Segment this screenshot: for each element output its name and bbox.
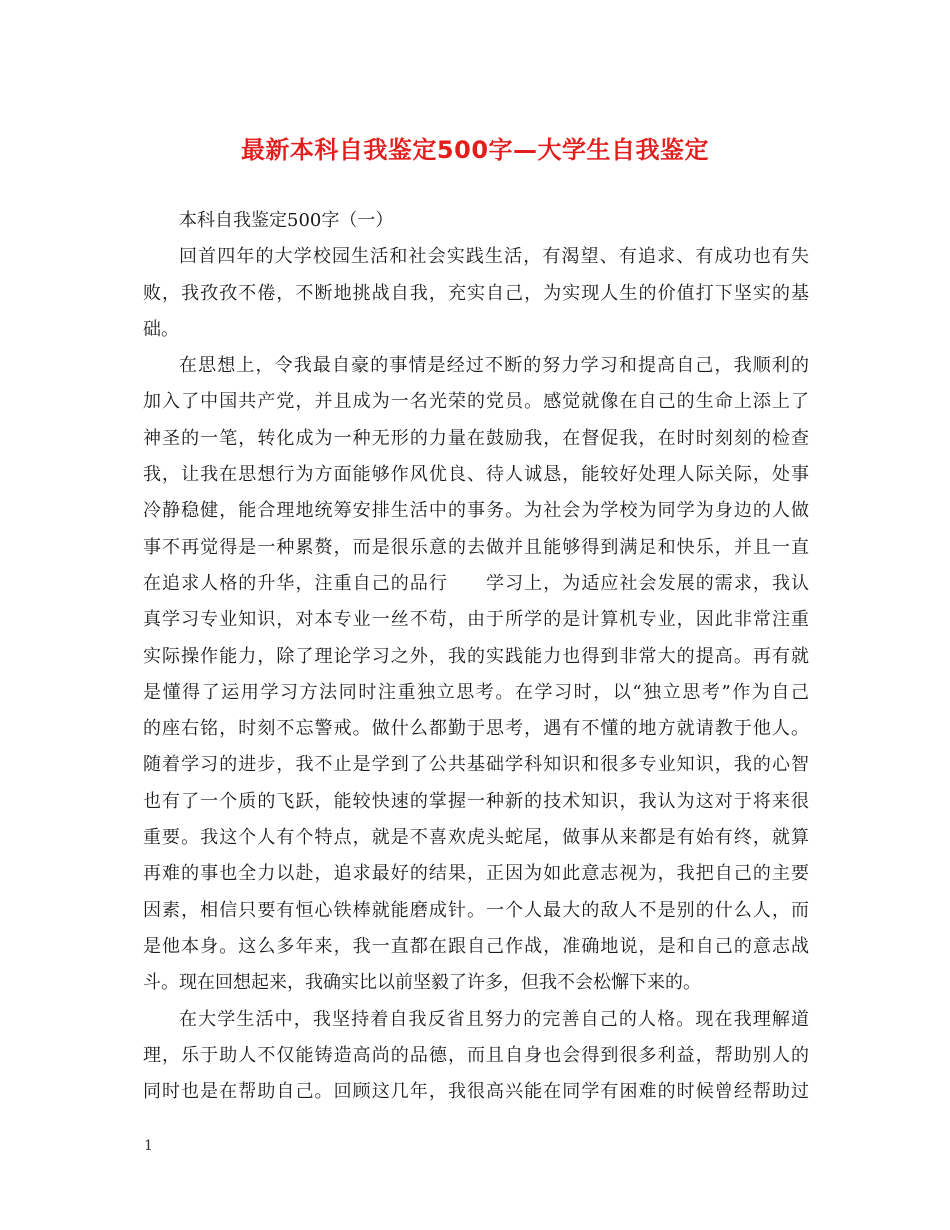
paragraph-line: 实际操作能力，除了理论学习之外，我的实践能力也得到非常大的提高。再有就	[143, 645, 809, 667]
paragraph-line: 事不再觉得是一种累赘，而是很乐意的去做并且能够得到满足和快乐，并且一直	[143, 536, 809, 558]
document-title: 最新本科自我鉴定500字—大学生自我鉴定	[240, 136, 710, 164]
paragraph-line: 是懂得了运用学习方法同时注重独立思考。在学习时，以“独立思考”作为自己	[143, 681, 809, 703]
paragraph-line: 础。	[143, 318, 179, 340]
paragraph-line: 加入了中国共产党，并且成为一名光荣的党员。感觉就像在自己的生命上添上了	[143, 391, 809, 413]
document-body	[143, 203, 809, 1110]
paragraph-line: 在大学生活中，我坚持着自我反省且努力的完善自己的人格。现在我理解道	[179, 1008, 809, 1030]
page-number: 1	[144, 1138, 153, 1154]
paragraph-line: 的座右铭，时刻不忘警戒。做什么都勤于思考，遇有不懂的地方就请教于他人。	[143, 718, 809, 740]
paragraph-line: 斗。现在回想起来，我确实比以前坚毅了许多，但我不会松懈下来的。	[143, 972, 701, 994]
paragraph-line: 败，我孜孜不倦，不断地挑战自我，充实自己，为实现人生的价值打下坚实的基	[143, 282, 809, 304]
section-heading: 本科自我鉴定500字（一）	[179, 210, 394, 231]
paragraph-line: 是他本身。这么多年来，我一直都在跟自己作战，准确地说，是和自己的意志战	[143, 935, 809, 957]
paragraph-line: 再难的事也全力以赴，追求最好的结果，正因为如此意志视为，我把自己的主要	[143, 863, 809, 885]
paragraph-line: 冷静稳健，能合理地统筹安排生活中的事务。为社会为学校为同学为身边的人做	[143, 500, 809, 522]
paragraph-line: 随着学习的进步，我不止是学到了公共基础学科知识和很多专业知识，我的心智	[143, 754, 809, 776]
paragraph-line: 在追求人格的升华，注重自己的品行 学习上，为适应社会发展的需求，我认	[143, 572, 809, 594]
paragraph-line: 回首四年的大学校园生活和社会实践生活，有渴望、有追求、有成功也有失	[179, 246, 809, 268]
paragraph-line: 也有了一个质的飞跃，能较快速的掌握一种新的技术知识，我认为这对于将来很	[143, 790, 809, 812]
paragraph-line: 同时也是在帮助自己。回顾这几年，我很高兴能在同学有困难的时候曾经帮助过	[143, 1081, 809, 1103]
paragraph-line: 神圣的一笔，转化成为一种无形的力量在鼓励我，在督促我，在时时刻刻的检查	[143, 427, 809, 449]
paragraph-line: 我，让我在思想行为方面能够作风优良、待人诚恳，能较好处理人际关际，处事	[143, 464, 809, 486]
paragraph-line: 理，乐于助人不仅能铸造高尚的品德，而且自身也会得到很多利益，帮助别人的	[143, 1044, 809, 1066]
paragraph-line: 真学习专业知识，对本专业一丝不苟，由于所学的是计算机专业，因此非常注重	[143, 609, 809, 631]
paragraph-line: 在思想上，令我最自豪的事情是经过不断的努力学习和提高自己，我顺利的	[179, 355, 809, 377]
paragraph-line: 因素，相信只要有恒心铁棒就能磨成针。一个人最大的敌人不是别的什么人，而	[143, 899, 809, 921]
paragraph-line: 重要。我这个人有个特点，就是不喜欢虎头蛇尾，做事从来都是有始有终，就算	[143, 827, 809, 849]
